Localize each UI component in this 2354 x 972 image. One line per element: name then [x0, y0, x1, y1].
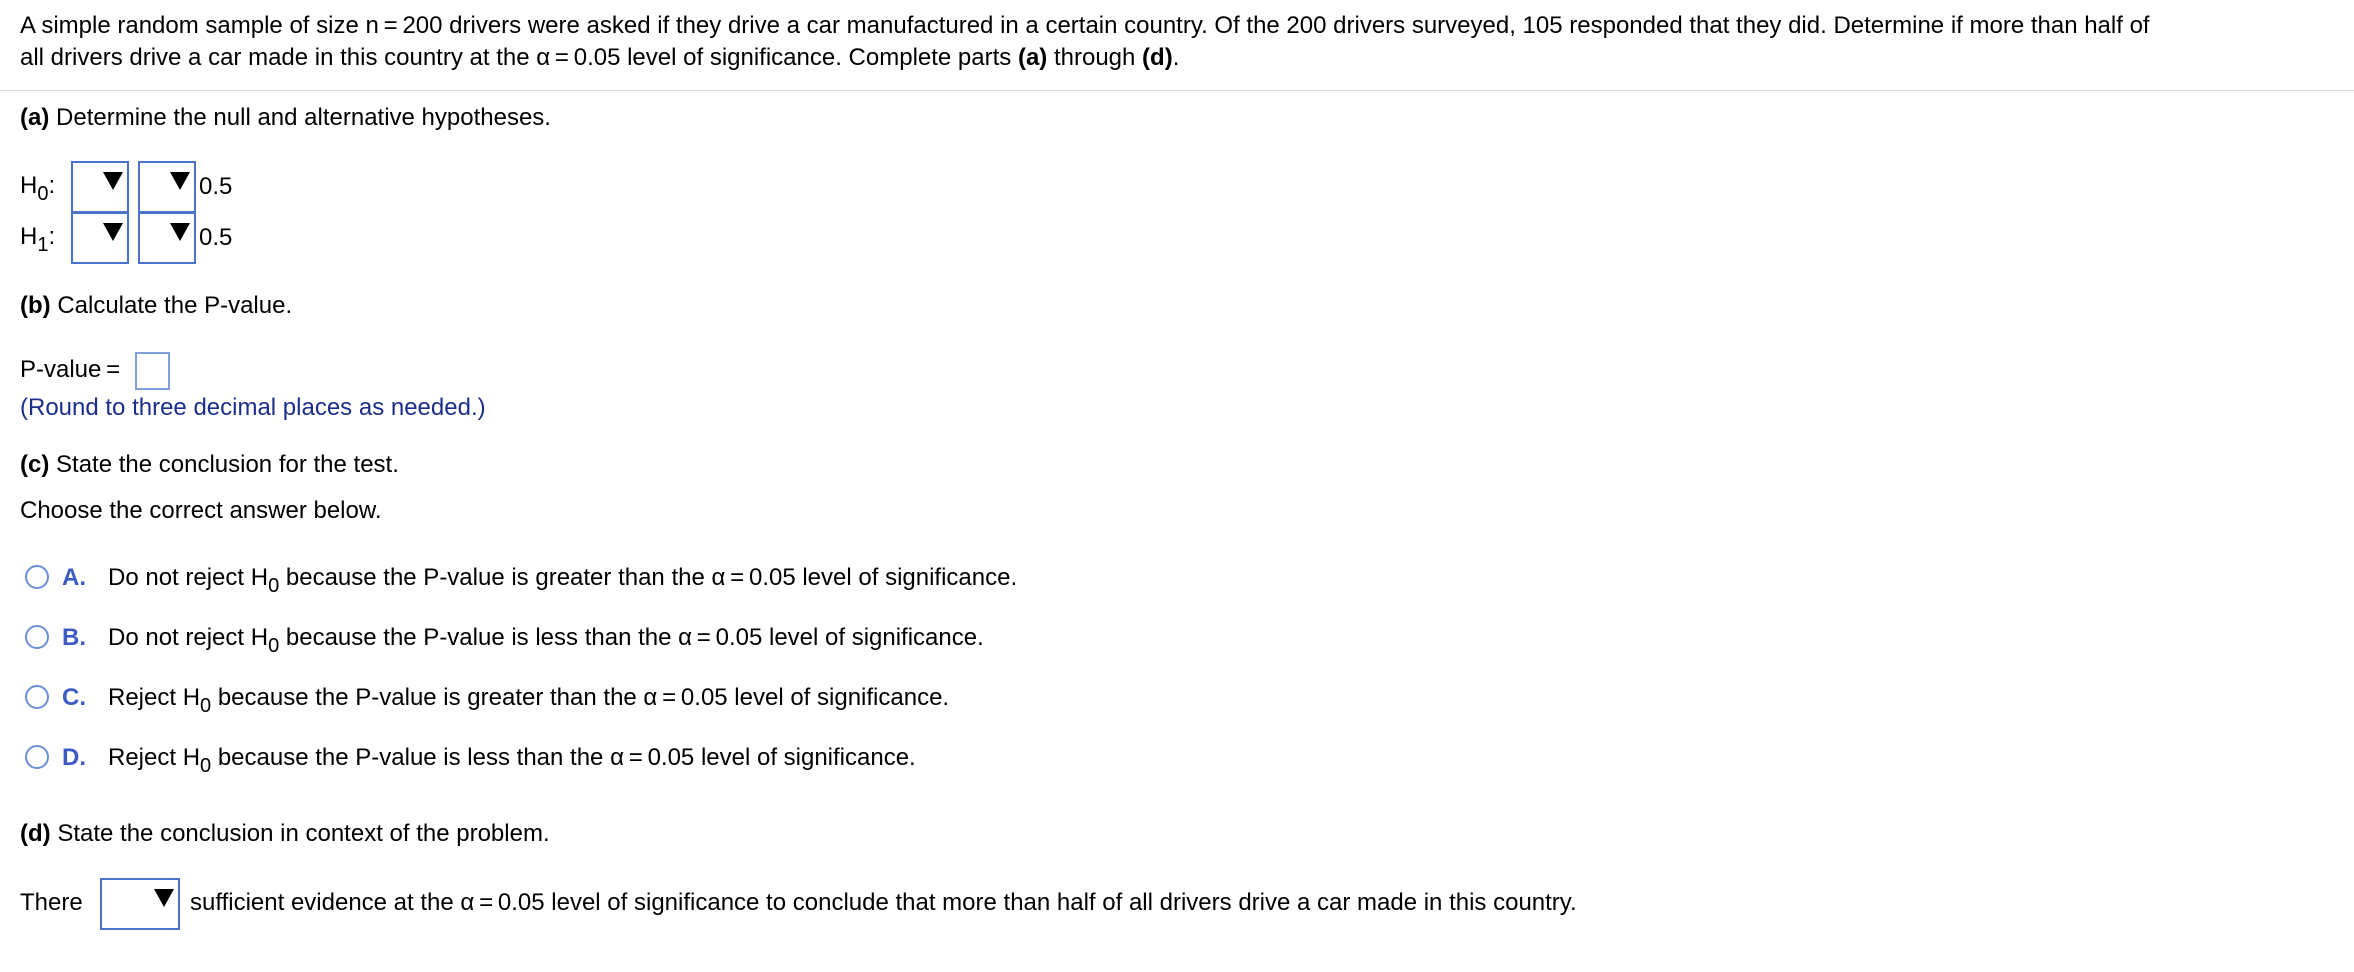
dropdown-arrow-icon [103, 223, 123, 241]
option-letter: C. [62, 684, 86, 711]
option-letter: D. [62, 744, 86, 771]
question-line-1: A simple random sample of size n = 200 drivers were asked if they drive a car manufactured in a certain country. Of the 200 drivers surveyed, 105 responded that they did. Determine if more than half of [20, 12, 2150, 39]
h1-subscript: 1 [37, 234, 49, 256]
part-d-heading [20, 820, 550, 848]
there-text: There [20, 889, 83, 916]
radio-button[interactable] [25, 625, 49, 649]
h0-parameter-dropdown[interactable] [71, 161, 129, 213]
h0-colon: : [48, 172, 56, 199]
evidence-dropdown[interactable] [100, 878, 180, 930]
radio-button[interactable] [25, 745, 49, 769]
part-a-ref: (a) [1017, 44, 1048, 71]
option-text [108, 564, 1018, 597]
option-text-post: because the P-value is greater than the α = 0.05 level of significance. [279, 564, 1018, 591]
part-c-text: State the conclusion for the test. [49, 451, 399, 478]
part-d-ref: (d) [1142, 44, 1173, 71]
h0-subscript: 0 [37, 183, 49, 205]
dropdown-arrow-icon [170, 172, 190, 190]
option-text [108, 624, 984, 657]
option-text [108, 684, 950, 717]
option-subscript: 0 [200, 695, 212, 717]
dropdown-arrow-icon [103, 172, 123, 190]
round-note: (Round to three decimal places as needed.) [20, 394, 486, 421]
option-text-pre: Do not reject H [108, 624, 269, 651]
option-letter: A. [62, 564, 86, 591]
choose-instruction: Choose the correct answer below. [20, 497, 382, 524]
part-a-heading [20, 104, 551, 132]
option-subscript: 0 [268, 575, 280, 597]
h1-label [20, 223, 56, 256]
option-text-post: because the P-value is less than the α = 0.05 level of significance. [211, 744, 916, 771]
pvalue-label: P-value = [20, 356, 121, 383]
question-line-2-text: all drivers drive a car made in this country at the α = 0.05 level of significance. Complete parts [20, 44, 1018, 71]
dropdown-arrow-icon [170, 223, 190, 241]
part-b-label: (b) [20, 292, 51, 319]
h0-value: 0.5 [199, 173, 233, 200]
option-subscript: 0 [268, 635, 280, 657]
part-c-label: (c) [20, 451, 50, 478]
h0-label [20, 172, 56, 205]
option-text [108, 744, 916, 777]
radio-button[interactable] [25, 565, 49, 589]
h1-parameter-dropdown[interactable] [71, 212, 129, 264]
period-text: . [1172, 44, 1180, 71]
divider [0, 90, 2354, 91]
option-text-pre: Reject H [108, 744, 201, 771]
part-a-label: (a) [20, 104, 50, 131]
option-subscript: 0 [200, 755, 212, 777]
part-d-text: State the conclusion in context of the problem. [50, 820, 550, 847]
option-text-post: because the P-value is greater than the α = 0.05 level of significance. [211, 684, 950, 711]
question-text [20, 10, 2340, 74]
radio-button[interactable] [25, 685, 49, 709]
pvalue-input[interactable] [135, 352, 170, 390]
part-b-heading [20, 292, 292, 320]
part-c-heading [20, 451, 399, 479]
option-letter: B. [62, 624, 86, 651]
h1-relation-dropdown[interactable] [138, 212, 196, 264]
h1-colon: : [48, 223, 56, 250]
conclusion-text: sufficient evidence at the α = 0.05 level of significance to conclude that more than half of all drivers drive a car made in this country. [190, 889, 1577, 916]
dropdown-arrow-icon [154, 889, 174, 907]
h1-value: 0.5 [199, 224, 233, 251]
part-a-text: Determine the null and alternative hypotheses. [49, 104, 551, 131]
part-d-label: (d) [20, 820, 51, 847]
question-line-2 [20, 42, 2340, 74]
h1-letter: H [20, 223, 38, 250]
h0-letter: H [20, 172, 38, 199]
option-text-pre: Reject H [108, 684, 201, 711]
part-b-text: Calculate the P-value. [50, 292, 293, 319]
through-text: through [1047, 44, 1143, 71]
option-text-post: because the P-value is less than the α = 0.05 level of significance. [279, 624, 984, 651]
option-text-pre: Do not reject H [108, 564, 269, 591]
h0-relation-dropdown[interactable] [138, 161, 196, 213]
